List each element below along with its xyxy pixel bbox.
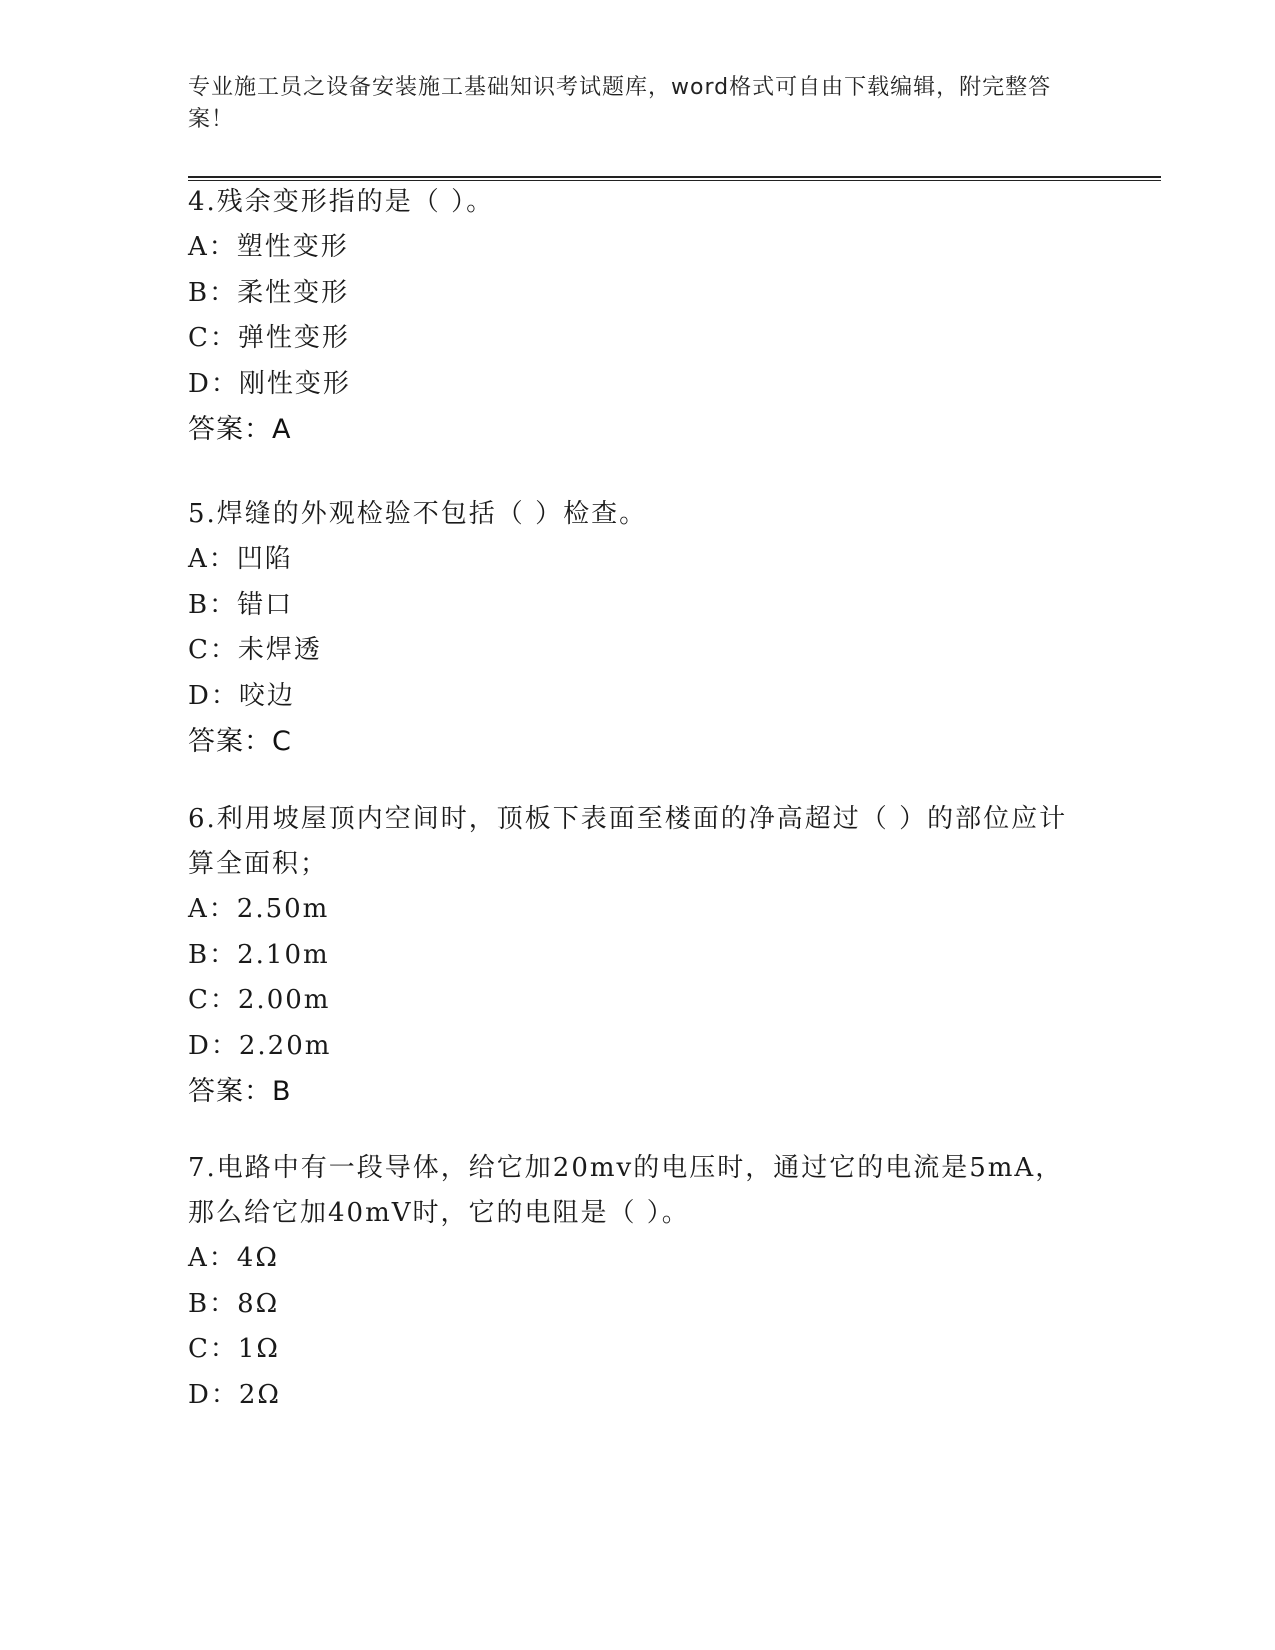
question-stem: 5.焊缝的外观检验不包括（ ）检查。 bbox=[188, 499, 648, 529]
question-4 bbox=[188, 180, 1088, 453]
question-stem: 6.利用坡屋顶内空间时，顶板下表面至楼面的净高超过（ ）的部位应计算全面积； bbox=[188, 804, 1068, 879]
option-c: C：1Ω bbox=[188, 1334, 280, 1364]
option-c: C：2.00m bbox=[188, 985, 331, 1015]
option-b: B：8Ω bbox=[188, 1288, 280, 1319]
option-d: D：咬边 bbox=[188, 680, 295, 711]
question-stem: 4.残余变形指的是（ ）。 bbox=[188, 187, 495, 217]
option-d: D：2Ω bbox=[188, 1379, 281, 1410]
option-a: A：2.50m bbox=[188, 894, 330, 924]
answer-label: 答案：B bbox=[188, 1076, 292, 1107]
option-b: B：柔性变形 bbox=[188, 277, 350, 308]
question-stem: 7.电路中有一段导体，给它加20mv的电压时，通过它的电流是5mA，那么给它加40mV时，它的电阻是（ ）。 bbox=[188, 1153, 1064, 1228]
option-d: D：刚性变形 bbox=[188, 368, 351, 399]
option-a: A：塑性变形 bbox=[188, 232, 349, 262]
option-d: D：2.20m bbox=[188, 1030, 332, 1061]
option-a: A：4Ω bbox=[188, 1243, 279, 1273]
option-c: C：弹性变形 bbox=[188, 323, 350, 353]
option-a: A：凹陷 bbox=[188, 544, 293, 574]
answer-label: 答案：A bbox=[188, 414, 292, 445]
question-6 bbox=[188, 797, 1088, 1115]
option-b: B：错口 bbox=[188, 589, 294, 620]
question-7 bbox=[188, 1146, 1088, 1418]
document-header: 专业施工员之设备安装施工基础知识考试题库，word格式可自由下载编辑，附完整答案！ bbox=[188, 75, 1052, 132]
option-c: C：未焊透 bbox=[188, 635, 322, 665]
question-5 bbox=[188, 492, 1088, 765]
answer-label: 答案：C bbox=[188, 726, 292, 757]
option-b: B：2.10m bbox=[188, 939, 330, 970]
